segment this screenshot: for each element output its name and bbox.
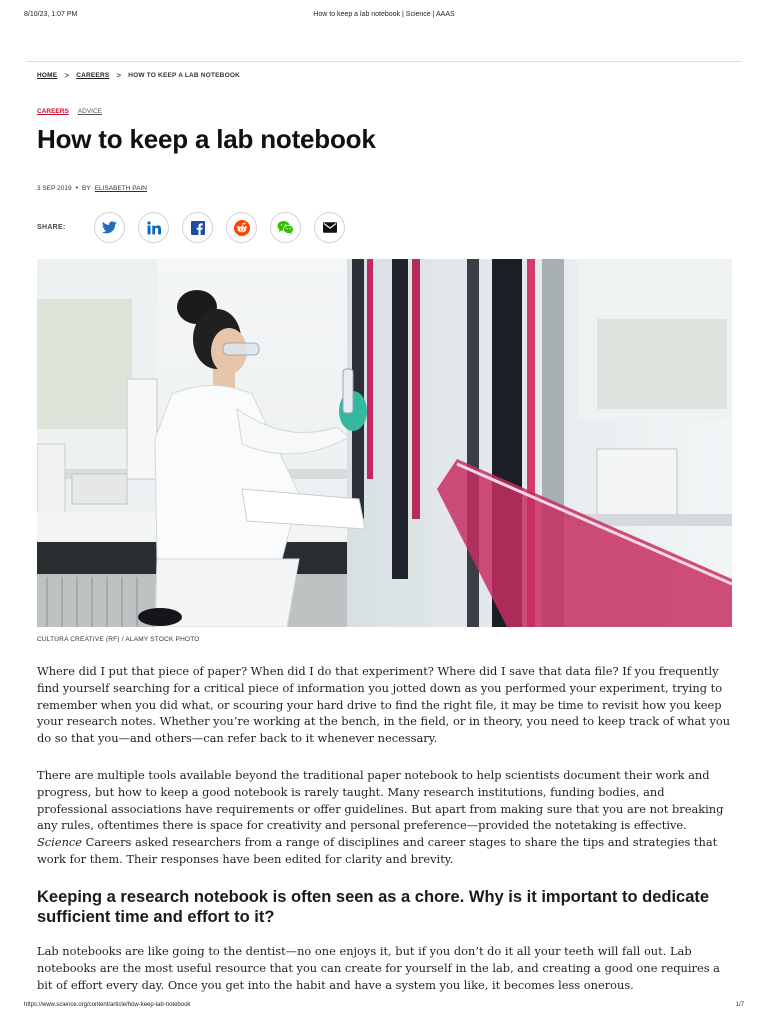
breadcrumb-chevron-icon: > [64,70,70,80]
article-title: How to keep a lab notebook [37,124,376,154]
publish-date: 3 SEP 2019 [37,185,72,192]
share-twitter-button[interactable] [94,212,125,243]
lab-scientist-photo [37,259,732,627]
byline-separator: • [75,185,79,192]
share-reddit-button[interactable] [226,212,257,243]
article-paragraph: Where did I put that piece of paper? When did I do that experiment? Where did I save that data file? If you frequently find yourself searching for a critical piece of information you jotted down as you performed your experiment, trying to remember when you did what, or scouring your hard drive to find the right file, it may be time to revisit how you keep your research notes. Whether you’re working at the bench, in the field, or in theory, you need to keep track of what you do so that you—and others—can refer back to it whenever necessary. [37,664,731,746]
print-datetime: 8/10/23, 1:07 PM [24,11,78,18]
author-link[interactable]: ELISABETH PAIN [94,185,147,192]
twitter-icon [102,221,117,234]
share-email-button[interactable] [314,212,345,243]
share-facebook-button[interactable] [182,212,213,243]
paragraph-text: There are multiple tools available beyond the traditional paper notebook to help scientists document their work and progress, but how to keep a good notebook is rarely taught. Many research institutions, funding bodies, and professional associations have requirements or offer guidelines. But apart from making sure that you are not breaking any rules, oftentimes there is space for creativity and personal preference—provided the notetaking is effective. [37,768,724,833]
article-paragraph: Lab notebooks are like going to the dentist—no one enjoys it, but if you don’t do it all your teeth will fall out. Lab notebooks are the most useful resource that you can create for yourself in the lab, and creating a good one requires a bit of effort every day. Once you get into the habit and have a system you like, it becomes less onerous. [37,944,720,992]
breadcrumb-chevron-icon: > [116,70,122,80]
reddit-icon [234,220,250,236]
byline [37,185,147,192]
image-caption: CULTURA CREATIVE (RF) / ALAMY STOCK PHOTO [37,636,200,643]
tag-advice-link[interactable]: ADVICE [77,108,102,115]
linkedin-icon [147,221,161,235]
byline-by: BY [82,185,91,192]
share-bar [37,212,358,243]
print-page-title: How to keep a lab notebook | Science | AAAS [313,11,455,18]
header-divider [26,61,742,62]
article-tags [37,108,102,115]
article-paragraph [37,767,733,868]
share-label: SHARE: [37,224,66,231]
share-linkedin-button[interactable] [138,212,169,243]
breadcrumb-home-link[interactable]: HOME [37,72,58,79]
section-heading: Keeping a research notebook is often seen as a chore. Why is it important to dedicate sufficient time and effort to it? [37,888,710,926]
print-header [0,11,768,23]
facebook-icon [191,221,205,235]
publication-name: Science [37,835,83,850]
print-page-number: 1/7 [735,1002,744,1008]
hero-image [37,259,732,627]
breadcrumb-careers-link[interactable]: CAREERS [76,72,110,79]
breadcrumb [37,72,240,79]
paragraph-text: Careers asked researchers from a range of disciplines and career stages to share the tips and strategies that work for them. Their responses have been edited for clarity and brevity. [37,835,718,866]
breadcrumb-current: HOW TO KEEP A LAB NOTEBOOK [128,72,240,79]
print-url: https://www.science.org/content/article/how-keep-lab-notebook [24,1002,191,1008]
tag-careers-link[interactable]: CAREERS [37,108,69,115]
email-icon [323,222,337,233]
wechat-icon [277,220,294,235]
share-wechat-button[interactable] [270,212,301,243]
